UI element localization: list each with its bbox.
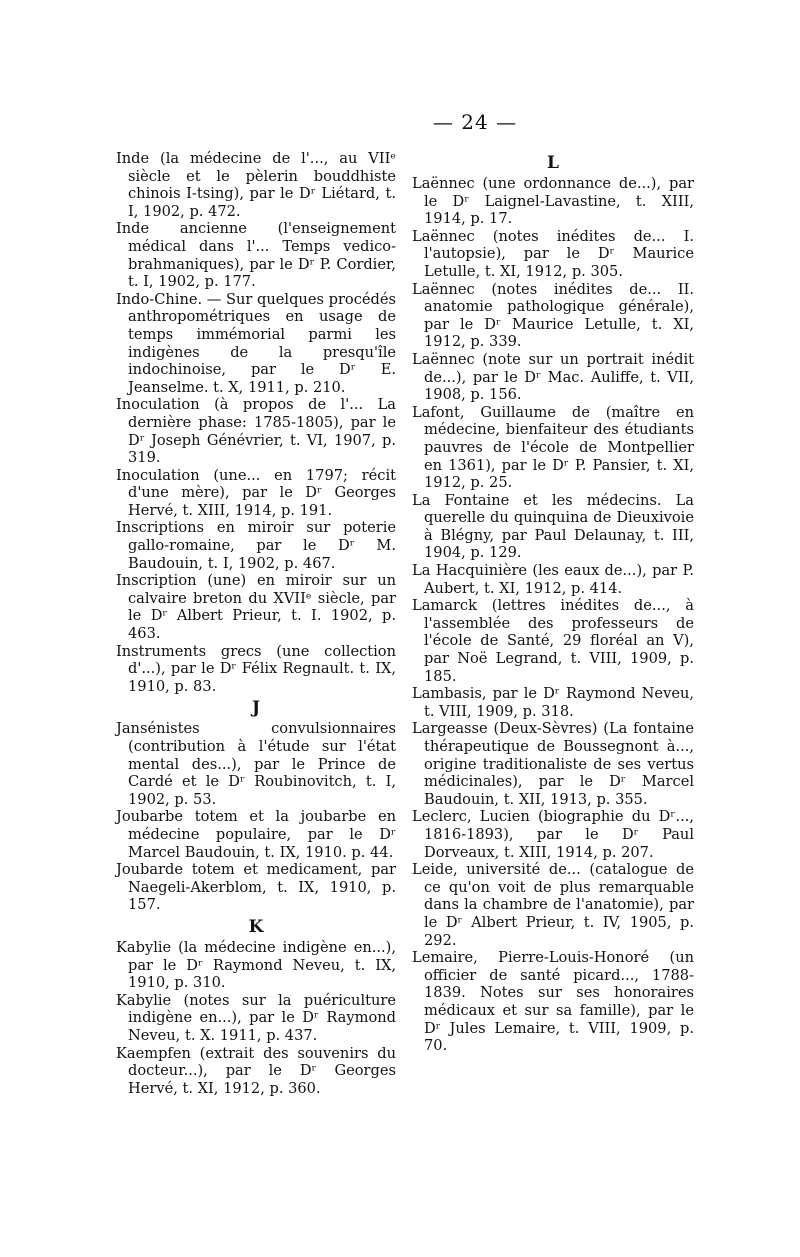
index-entry: Joubarbe totem et la joubarbe en médecine populaire, par le Dʳ Marcel Baudouin, t. IX, 1910. p. 44. bbox=[116, 808, 396, 861]
index-entry: Laënnec (note sur un portrait inédit de...), par le Dʳ Mac. Auliffe, t. VII, 1908, p. 156. bbox=[412, 350, 694, 404]
index-entry: Lemaire, Pierre-Louis-Honoré (un officier de santé picard..., 1788-1839. Notes sur ses honoraires médicaux et sur sa famille), par le Dʳ Jules Lemaire, t. VIII, 1909, p. 70. bbox=[412, 949, 694, 1055]
left-column bbox=[116, 150, 396, 1097]
index-entry: Laënnec (notes inédites de... I. l'autopsie), par le Dʳ Maurice Letulle, t. XI, 1912, p. 305. bbox=[412, 227, 694, 280]
index-entry: Lambasis, par le Dʳ Raymond Neveu, t. VIII, 1909, p. 318. bbox=[412, 685, 694, 720]
index-entry: Inde (la médecine de l'..., au VIIᵉ siècle et le pèlerin bouddhiste chinois I-tsing), par le Dʳ Liétard, t. I, 1902, p. 472. bbox=[116, 150, 396, 220]
index-entry: Lamarck (lettres inédites de..., à l'assemblée des professeurs de l'école de Santé, 29 floréal an V), par Noë Legrand, t. VIII, 1909, p. 185. bbox=[412, 597, 694, 685]
index-entry: Lafont, Guillaume de (maître en médecine, bienfaiteur des étudiants pauvres de l'école de Montpellier en 1361), par le Dʳ P. Pansier, t. XI, 1912, p. 25. bbox=[412, 403, 694, 492]
index-entry: Inde ancienne (l'enseignement médical dans l'... Temps vedico-brahmaniques), par le Dʳ P. Cordier, t. I, 1902, p. 177. bbox=[116, 220, 396, 291]
index-entry: Jansénistes convulsionnaires (contribution à l'étude sur l'état mental des...), par le Prince de Cardé et le Dʳ Roubinovitch, t. I, 1902, p. 53. bbox=[116, 720, 396, 808]
index-entry: Indo-Chine. — Sur quelques procédés anthropométriques en usage de temps immémorial parmi les indigènes de la presqu'île indochinoise, par le Dʳ E. Jeanselme. t. X, 1911, p. 210. bbox=[116, 290, 396, 396]
index-entry: La Hacquinière (les eaux de...), par P. Aubert, t. XI, 1912, p. 414. bbox=[412, 562, 694, 597]
index-entry: Joubarde totem et medicament, par Naegeli-Akerblom, t. IX, 1910, p. 157. bbox=[116, 861, 396, 914]
page-number: — 24 — bbox=[432, 110, 518, 134]
index-entry: Leclerc, Lucien (biographie du Dʳ..., 1816-1893), par le Dʳ Paul Dorveaux, t. XIII, 1914, p. 207. bbox=[412, 808, 694, 861]
index-entry: Kabylie (notes sur la puériculture indigène en...), par le Dʳ Raymond Neveu, t. X. 1911, p. 437. bbox=[116, 991, 396, 1044]
index-entry: Inoculation (à propos de l'... La dernière phase: 1785-1805), par le Dʳ Joseph Génévrier, t. VI, 1907, p. 319. bbox=[116, 396, 396, 467]
index-entry: Kabylie (la médecine indigène en...), par le Dʳ Raymond Neveu, t. IX, 1910, p. 310. bbox=[116, 938, 396, 992]
index-entry: Kaempfen (extrait des souvenirs du docteur...), par le Dʳ Georges Hervé, t. XI, 1912, p. 360. bbox=[116, 1044, 396, 1097]
index-entry: Largeasse (Deux-Sèvres) (La fontaine thérapeutique de Boussegnont à..., origine traditionaliste de ses vertus médicinales), par le Dʳ Marcel Baudouin, t. XII, 1913, p. 355. bbox=[412, 720, 694, 808]
right-column bbox=[412, 150, 694, 1055]
index-entry: Laënnec (une ordonnance de...), par le Dʳ Laignel-Lavastine, t. XIII, 1914, p. 17. bbox=[412, 175, 694, 228]
index-entry: Inoculation (une... en 1797; récit d'une mère), par le Dʳ Georges Hervé, t. XIII, 1914, p. 191. bbox=[116, 466, 396, 519]
index-entry: Inscriptions en miroir sur poterie gallo-romaine, par le Dʳ M. Baudouin, t. I, 1902, p. 467. bbox=[116, 519, 396, 572]
index-entry: Instruments grecs (une collection d'...), par le Dʳ Félix Regnault. t. IX, 1910, p. 83. bbox=[116, 642, 396, 695]
index-entry: Leide, université de... (catalogue de ce qu'on voit de plus remarquable dans la chambre de l'anatomie), par le Dʳ Albert Prieur, t. IV, 1905, p. 292. bbox=[412, 861, 694, 949]
section-letter-heading: L bbox=[547, 153, 559, 173]
section-letter-heading: K bbox=[248, 916, 264, 937]
index-entry: La Fontaine et les médecins. La querelle du quinquina de Dieuxivoie à Blégny, par Paul Delaunay, t. III, 1904, p. 129. bbox=[412, 491, 694, 562]
index-entry: Laënnec (notes inédites de... II. anatomie pathologique générale), par le Dʳ Maurice Letulle, t. XI, 1912, p. 339. bbox=[412, 280, 694, 351]
section-letter-heading: J bbox=[251, 698, 261, 719]
index-entry: Inscription (une) en miroir sur un calvaire breton du XVIIᵉ siècle, par le Dʳ Albert Prieur, t. I. 1902, p. 463. bbox=[116, 572, 396, 643]
